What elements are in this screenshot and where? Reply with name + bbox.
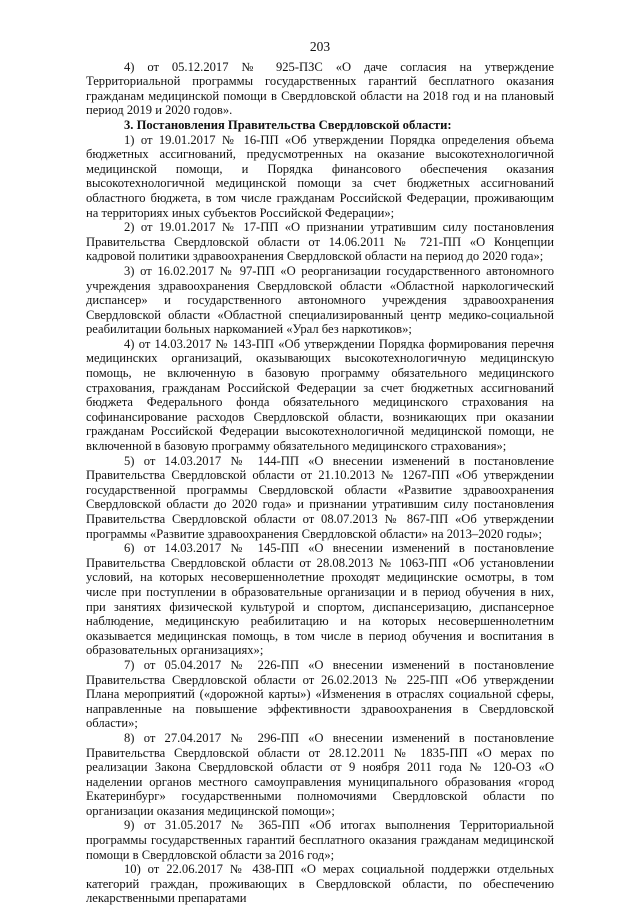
paragraph-item-9: 9) от 31.05.2017 № 365-ПП «Об итогах выполнения Территориальной программы государственных гарантий бесплатного оказания гражданам медицинской помощи в Свердловской области за 2016 год»; [86, 818, 554, 862]
paragraph-item-6: 6) от 14.03.2017 № 145-ПП «О внесении изменений в постановление Правительства Свердловской области от 28.08.2013 № 1063-ПП «Об установлении условий, на которых несовершеннолетние проходят медицинские осмотры, в том числе при поступлении в образовательные организации и в период обучения в них, при занятиях физической культурой и спортом, диспансеризацию, диспансерное наблюдение, медицинскую реабилитацию и на которых несовершеннолетним оказывается медицинская помощь, в том числе в период обучения и воспитания в образовательных организациях»; [86, 541, 554, 658]
paragraph-item-8: 8) от 27.04.2017 № 296-ПП «О внесении изменений в постановление Правительства Свердловской области от 28.12.2011 № 1835-ПП «О мерах по реализации Закона Свердловской области от 9 ноября 2011 года № 120-ОЗ «О наделении органов местного самоуправления муниципального образования «город Екатеринбург» государственными полномочиями Свердловской области по организации оказания медицинской помощи»; [86, 730, 554, 818]
page-number: 203 [309, 39, 331, 54]
paragraph-item-5: 5) от 14.03.2017 № 144-ПП «О внесении изменений в постановление Правительства Свердловской области от 21.10.2013 № 1267-ПП «Об утверждении государственной программы Свердловской области «Развитие здравоохранения Свердловской области до 2020 года» и признании утратившим силу постановления Правительства Свердловской области от 08.07.2013 № 867-ПП «Об утверждении программы «Развитие здравоохранения Свердловской области» на 2013–2020 годы»; [86, 453, 554, 541]
paragraph-item-2: 2) от 19.01.2017 № 17-ПП «О признании утратившим силу постановления Правительства Свердловской области от 14.06.2011 № 721-ПП «О Концепции кадровой политики здравоохранения Свердловской области на период до 2020 года»; [86, 220, 554, 264]
paragraph-item-7: 7) от 05.04.2017 № 226-ПП «О внесении изменений в постановление Правительства Свердловской области от 26.02.2013 № 225-ПП «Об утверждении Плана мероприятий («дорожной карты») «Изменения в отраслях социальной сферы, направленные на повышение эффективности здравоохранения в Свердловской области»; [86, 657, 554, 731]
paragraph-item-4: 4) от 14.03.2017 № 143-ПП «Об утверждении Порядка формирования перечня медицинских организаций, оказывающих высокотехнологичную медицинскую помощь, не включенную в базовую программу обязательного медицинского страхования, гражданам Российской Федерации за счет бюджетных ассигнований бюджета Федерального фонда обязательного медицинского страхования на софинансирование расходов Свердловской области, возникающих при оказании гражданам Российской Федерации высокотехнологичной медицинской помощи, не включенной в базовую программу обязательного медицинского страхования»; [86, 336, 554, 454]
paragraph-item-1: 1) от 19.01.2017 № 16-ПП «Об утверждении Порядка определения объема бюджетных ассигнований, предусмотренных на оказание высокотехнологичной медицинской помощи, и Порядка финансового обеспечения оказания высокотехнологичной медицинской помощи за счет бюджетных ассигнований областного бюджета, в том числе гражданам Российской Федерации, проживающим на территориях иных субъектов Российской Федерации»; [86, 132, 554, 220]
paragraph-item-10: 10) от 22.06.2017 № 438-ПП «О мерах социальной поддержки отдельных категорий граждан, проживающих в Свердловской области, по обеспечению лекарственными препаратами [86, 862, 554, 906]
section-heading: 3. Постановления Правительства Свердловской области: [124, 117, 452, 132]
paragraph-item-3: 3) от 16.02.2017 № 97-ПП «О реорганизации государственного автономного учреждения здравоохранения Свердловской области «Областной наркологический диспансер» и государственного автономного учреждения здравоохранения Свердловской области «Областной специализированный центр медико-социальной реабилитации больных наркоманией «Урал без наркотиков»; [86, 263, 554, 337]
paragraph-item-4-zakon: 4) от 05.12.2017 № 925-ПЗС «О даче согласия на утверждение Территориальной программы государственных гарантий бесплатного оказания гражданам медицинской помощи в Свердловской области на 2018 год и на плановый период 2019 и 2020 годов». [86, 59, 554, 118]
